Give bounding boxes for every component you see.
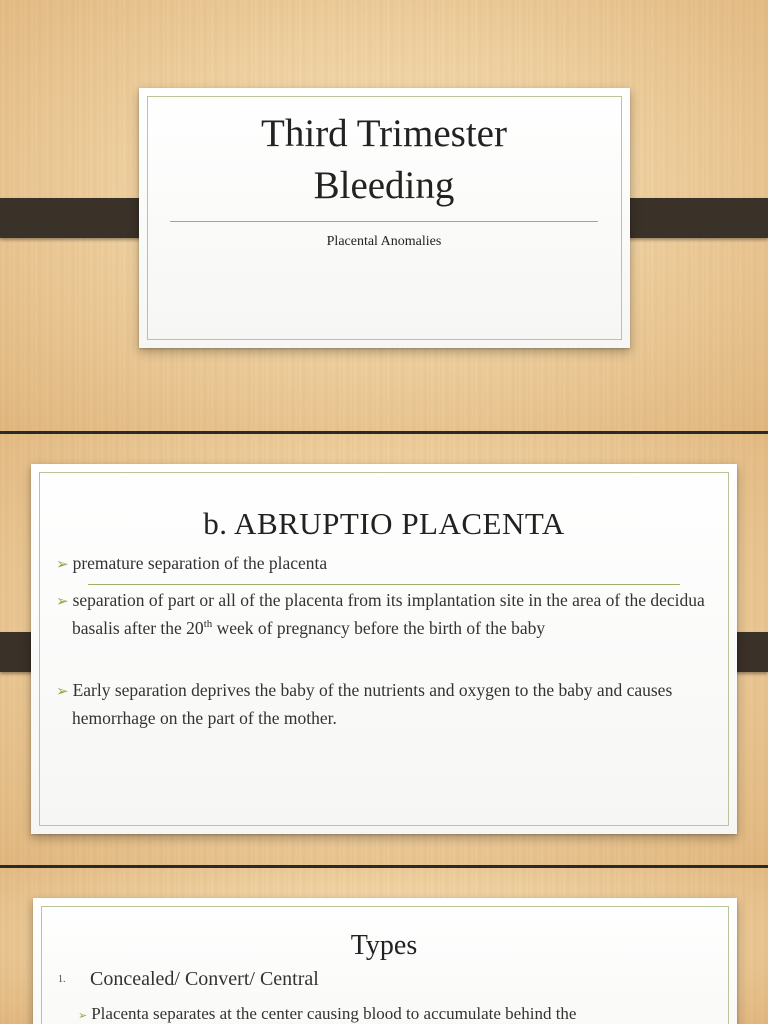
bullet-2 — [56, 587, 722, 642]
arrow-bullet-icon: ➢ — [56, 555, 69, 573]
slide-title — [150, 108, 618, 212]
bullet-superscript: th — [203, 618, 213, 631]
right-strap — [613, 198, 768, 238]
arrow-bullet-icon: ➢ — [78, 1009, 88, 1022]
slide-2 — [0, 434, 768, 865]
bullet-text-end: week of pregnancy before the birth of the baby — [212, 618, 546, 638]
slide-3 — [0, 868, 768, 1024]
left-strap — [0, 198, 155, 238]
arrow-bullet-icon: ➢ — [56, 592, 69, 610]
slide-1 — [0, 0, 768, 431]
bullet-3 — [56, 677, 722, 732]
bullet-1 — [56, 550, 722, 578]
list-number: 1. — [58, 974, 66, 985]
bullet-text: premature separation of the placenta — [72, 553, 328, 573]
title-line-2: Bleeding — [313, 164, 455, 207]
slide-title: b. ABRUPTIO PLACENTA — [203, 506, 565, 541]
list-item: Concealed/ Convert/ Central — [90, 968, 319, 990]
arrow-bullet-icon: ➢ — [56, 682, 69, 700]
sub-bullet — [78, 1004, 718, 1024]
sub-bullet-text: Placenta separates at the center causing blood to accumulate behind the — [91, 1004, 577, 1023]
title-line-1: Third Trimester — [261, 112, 507, 155]
bullet-text-start: separation of part or all of the placenta from its implantation site in the area of the decidua basalis after the 20 — [72, 590, 705, 638]
slide-subtitle: Placental Anomalies — [326, 234, 442, 249]
bullet-text: Early separation deprives the baby of the nutrients and oxygen to the baby and causes hemorrhage on the part of the mother. — [72, 680, 673, 728]
bullet-divider — [88, 584, 680, 585]
slide-title: Types — [350, 930, 418, 961]
title-divider — [170, 221, 598, 222]
